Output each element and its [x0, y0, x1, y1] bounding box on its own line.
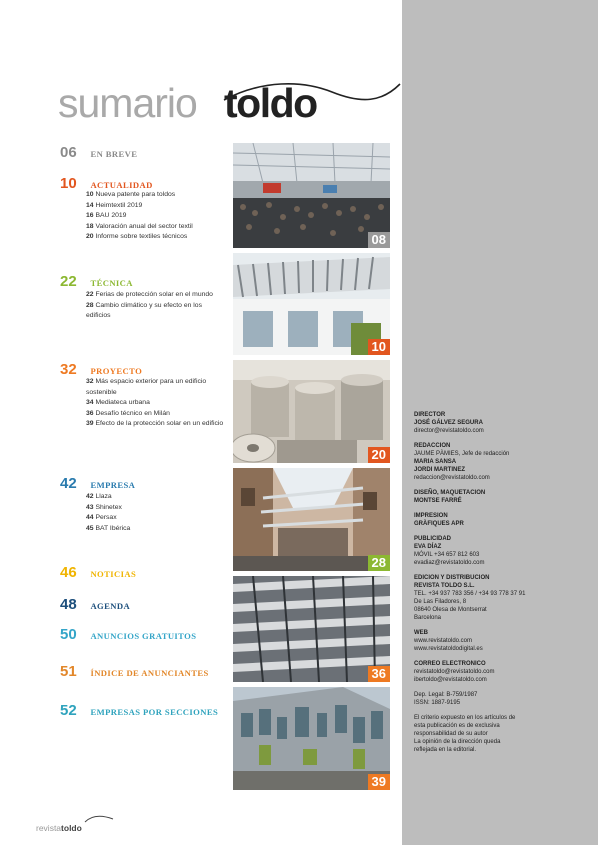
credit-link[interactable]: revistatoldo@revistatoldo.com: [414, 669, 495, 675]
credit-line: 08640 Olesa de Montserrat: [414, 607, 487, 613]
masthead-swoosh: [222, 78, 402, 108]
section-title: TÉCNICA: [90, 278, 133, 288]
page-tag: 28: [368, 555, 390, 571]
section-empresa[interactable]: [60, 475, 135, 493]
credit-block: [414, 442, 584, 482]
credit-heading: EDICION Y DISTRIBUCION: [414, 575, 490, 581]
building-facade-image: [233, 687, 390, 790]
list-item[interactable]: 14 Heimtextil 2019: [86, 201, 143, 209]
credit-line: JORDI MARTINEZ: [414, 467, 465, 473]
photo-facade-louvres[interactable]: [233, 576, 390, 682]
section-title: NOTICIAS: [90, 569, 137, 579]
credit-heading: CORREO ELECTRONICO: [414, 661, 486, 667]
list-item[interactable]: 28 Cambio climático y su efecto en los edificios: [86, 301, 202, 320]
credit-block: [414, 535, 584, 567]
list-item[interactable]: 36 Desafío técnico en Milán: [86, 409, 170, 417]
page-tag: 36: [368, 666, 390, 682]
credit-block: [414, 512, 584, 528]
trade-fair-image: [233, 143, 390, 248]
section-number: 10: [60, 175, 77, 192]
credit-line: JOSÉ GÁLVEZ SEGURA: [414, 420, 483, 426]
page-tag: 20: [368, 447, 390, 463]
awning-image: [233, 253, 390, 355]
section-number: 51: [60, 663, 77, 680]
section-anuncios-gratuitos[interactable]: [60, 626, 196, 644]
credit-heading: WEB: [414, 630, 428, 636]
section-title: EMPRESA: [90, 480, 136, 490]
credit-block: [414, 489, 584, 505]
section-number: 32: [60, 361, 77, 378]
credit-line: MARIA SANSA: [414, 459, 457, 465]
photo-street-awnings[interactable]: [233, 468, 390, 571]
credit-link[interactable]: director@revistatoldo.com: [414, 428, 484, 434]
section-items-tecnica: [86, 290, 226, 322]
footer-logo: [36, 818, 82, 836]
section-agenda[interactable]: [60, 596, 130, 614]
footer-logo-toldo: toldo: [61, 823, 82, 833]
credit-heading: IMPRESION: [414, 513, 448, 519]
credit-heading: DIRECTOR: [414, 412, 446, 418]
facade-louvres-image: [233, 576, 390, 682]
credit-block: [414, 691, 584, 707]
masthead-sumario: sumario: [58, 80, 197, 126]
section-title: PROYECTO: [90, 366, 143, 376]
credit-line: EVA DÍAZ: [414, 544, 442, 550]
page-tag: 08: [368, 232, 390, 248]
list-item[interactable]: 22 Ferias de protección solar en el mundo: [86, 291, 213, 298]
credit-line: ISSN: 1887-9195: [414, 700, 461, 706]
credit-line: reflejada en la editorial.: [414, 747, 477, 753]
credit-heading: DISEÑO, MAQUETACION: [414, 490, 486, 496]
list-item[interactable]: 43 Shinetex: [86, 503, 122, 511]
section-number: 48: [60, 596, 77, 613]
section-items-empresa: [86, 492, 226, 534]
list-item[interactable]: 45 BAT Ibérica: [86, 524, 131, 532]
list-item[interactable]: 44 Persax: [86, 514, 117, 522]
list-item[interactable]: 20 Informe sobre textiles técnicos: [86, 233, 188, 241]
section-en-breve[interactable]: [60, 144, 137, 162]
list-item[interactable]: 18 Valoración anual del sector textil: [86, 222, 193, 230]
list-item[interactable]: 34 Mediateca urbana: [86, 399, 150, 407]
section-tecnica[interactable]: [60, 273, 133, 291]
list-item[interactable]: 10 Nueva patente para toldos: [86, 191, 176, 198]
photo-building-facade[interactable]: [233, 687, 390, 790]
credit-block: [414, 411, 584, 435]
credit-line: JAUME PÀMIES, Jefe de redacción: [414, 451, 510, 457]
credit-block: [414, 629, 584, 653]
credit-line: MÓVIL +34 657 812 603: [414, 552, 480, 558]
section-title: EN BREVE: [90, 149, 138, 159]
credit-line: Dep. Legal: B-759/1987: [414, 692, 478, 698]
page-tag: 10: [368, 339, 390, 355]
page-tag: 39: [368, 774, 390, 790]
list-item[interactable]: 16 BAU 2019: [86, 212, 127, 220]
credit-block: [414, 714, 584, 754]
section-indice-anunciantes[interactable]: [60, 663, 209, 681]
credit-line: El criterio expuesto en los artículos de: [414, 715, 516, 721]
section-empresas-por-secciones[interactable]: [60, 702, 218, 720]
credit-link[interactable]: www.revistatoldodigital.es: [414, 646, 483, 652]
credit-line: TEL. +34 937 783 356 / +34 93 778 37 91: [414, 591, 526, 597]
list-item[interactable]: 32 Más espacio exterior para un edificio sostenible: [86, 378, 207, 396]
credit-line: esta publicación es de exclusiva: [414, 723, 500, 729]
photo-trade-fair[interactable]: [233, 143, 390, 248]
textile-rolls-image: [233, 360, 390, 463]
credit-line: De Las Filadores, 8: [414, 599, 467, 605]
section-title: ANUNCIOS GRATUITOS: [90, 631, 197, 641]
section-title: ÍNDICE DE ANUNCIANTES: [90, 668, 209, 678]
section-number: 50: [60, 626, 77, 643]
section-number: 52: [60, 702, 77, 719]
credit-line: responsabilidad de su autor: [414, 731, 488, 737]
footer-logo-revista: revista: [36, 823, 62, 833]
section-items-actualidad: [86, 190, 226, 243]
footer-swoosh: [84, 814, 114, 824]
section-noticias[interactable]: [60, 564, 136, 582]
credit-block: [414, 574, 584, 622]
section-title: ACTUALIDAD: [90, 180, 153, 190]
section-number: 22: [60, 273, 77, 290]
credit-line: REVISTA TOLDO S.L.: [414, 583, 475, 589]
credit-block: [414, 660, 584, 684]
masthead-credits: [414, 411, 584, 761]
credit-line: GRÀFIQUES APR: [414, 521, 464, 527]
photo-awning[interactable]: [233, 253, 390, 355]
credit-link[interactable]: ibertoldo@revistatoldo.com: [414, 677, 487, 683]
section-title: AGENDA: [90, 601, 131, 611]
list-item[interactable]: 42 Llaza: [86, 493, 112, 500]
section-number: 46: [60, 564, 77, 581]
credit-line: MONTSE FARRÉ: [414, 498, 462, 504]
masthead-toldo: toldo: [224, 80, 317, 126]
street-awnings-image: [233, 468, 390, 571]
section-items-proyecto: [86, 377, 226, 430]
credit-heading: PUBLICIDAD: [414, 536, 451, 542]
credit-link[interactable]: www.revistatoldo.com: [414, 638, 473, 644]
list-item[interactable]: 39 Efecto de la protección solar en un edificio: [86, 420, 224, 428]
credit-heading: REDACCION: [414, 443, 451, 449]
photo-textile-rolls[interactable]: [233, 360, 390, 463]
credit-line: La opinión de la dirección queda: [414, 739, 501, 745]
section-title: EMPRESAS POR SECCIONES: [90, 707, 219, 717]
section-number: 06: [60, 144, 77, 161]
credit-line: Barcelona: [414, 615, 442, 621]
section-number: 42: [60, 475, 77, 492]
credit-link[interactable]: evadiaz@revistatoldo.com: [414, 560, 485, 566]
credit-link[interactable]: redaccion@revistatoldo.com: [414, 475, 490, 481]
